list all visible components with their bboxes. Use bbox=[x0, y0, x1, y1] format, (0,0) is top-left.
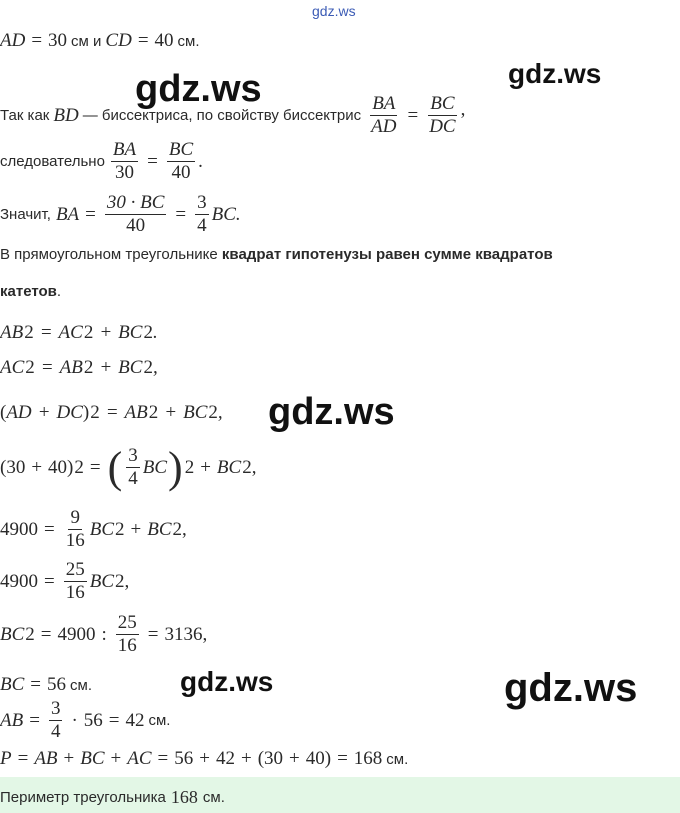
unit-text: см. bbox=[177, 32, 200, 50]
text: следовательно bbox=[0, 153, 105, 170]
math-ad: AD bbox=[0, 30, 26, 51]
pythagoras-statement: В прямоугольном треугольнике квадрат гипотенузы равен сумме квадратов bbox=[0, 246, 553, 263]
fraction-bc-dc: $\frac{BC}{DC}$ bbox=[429, 93, 456, 137]
fraction-ba-30: $\frac{BA}{30}$ bbox=[112, 139, 137, 183]
watermark: gdz.ws bbox=[180, 666, 274, 697]
equation-10-perimeter: P = AB + BC + AC = 56 + 42 + (30 + 40) = 168 см. bbox=[0, 748, 409, 769]
equation-6: 4900 = $\frac{25}{16}$ BC 2 , bbox=[0, 559, 130, 603]
fraction-bc-40: $\frac{BC}{40}$ bbox=[168, 139, 194, 183]
answer-label: Периметр треугольника bbox=[0, 789, 166, 806]
math-bd: BD bbox=[53, 104, 79, 126]
equation-9-ab: AB = $\frac{3}{4}$ · 56 = 42 см. bbox=[0, 698, 171, 742]
ba-expression-line: Значит, BA = $\frac{30 \cdot BC}{40}$ = $\frac{3}{4}$ BC. bbox=[0, 192, 241, 236]
equation-4: (30 + 40) 2 = ( $\frac{3}{4}$ BC ) 2 + BC 2 , bbox=[0, 442, 257, 492]
text: Значит, bbox=[0, 206, 51, 223]
consequence-line: следовательно $\frac{BA}{30}$ = $\frac{BC}{40}$ . bbox=[0, 139, 203, 183]
equation-5: 4900 = $\frac{9}{16}$ BC 2 + BC 2 , bbox=[0, 507, 187, 551]
pythagoras-statement-cont: катетов . bbox=[0, 283, 62, 300]
equation-2: AC 2 = AB 2 + BC 2 , bbox=[0, 357, 158, 378]
equation-3: ( AD + DC ) 2 = AB 2 + BC 2 , bbox=[0, 402, 223, 423]
given-values: AD = 30 см и CD = 40 см. bbox=[0, 30, 200, 51]
fraction-3-4: $\frac{3}{4}$ bbox=[197, 192, 207, 236]
answer-value: 168 bbox=[170, 787, 198, 807]
site-header-link[interactable]: gdz.ws bbox=[312, 3, 356, 19]
answer-unit: см. bbox=[202, 789, 225, 806]
math-cd: CD bbox=[105, 30, 132, 51]
bisector-property-line: Так как BD — биссектриса, по свойству биссектрис $\frac{BA}{AD}$ = $\frac{BC}{DC}$ , bbox=[0, 93, 466, 137]
value-40: 40 bbox=[154, 30, 174, 51]
text: — биссектриса, по свойству биссектрис bbox=[82, 107, 362, 124]
watermark: gdz.ws bbox=[508, 58, 602, 89]
equation-7: BC 2 = 4900 : $\frac{25}{16}$ = 3136, bbox=[0, 612, 208, 656]
equation-1: AB 2 = AC 2 + BC 2 . bbox=[0, 322, 158, 343]
watermark: gdz.ws bbox=[135, 68, 262, 110]
fraction-ba-ad: $\frac{BA}{AD}$ bbox=[371, 93, 397, 137]
equation-8-bc: BC = 56 см. bbox=[0, 674, 92, 695]
watermark: gdz.ws bbox=[268, 391, 395, 433]
answer-line bbox=[0, 787, 225, 808]
watermark: gdz.ws bbox=[504, 666, 638, 710]
value-30: 30 bbox=[48, 30, 68, 51]
fraction-30bc-40: $\frac{30 \cdot BC}{40}$ bbox=[106, 192, 165, 236]
unit-text: см и bbox=[71, 32, 102, 50]
text: Так как bbox=[0, 107, 50, 124]
